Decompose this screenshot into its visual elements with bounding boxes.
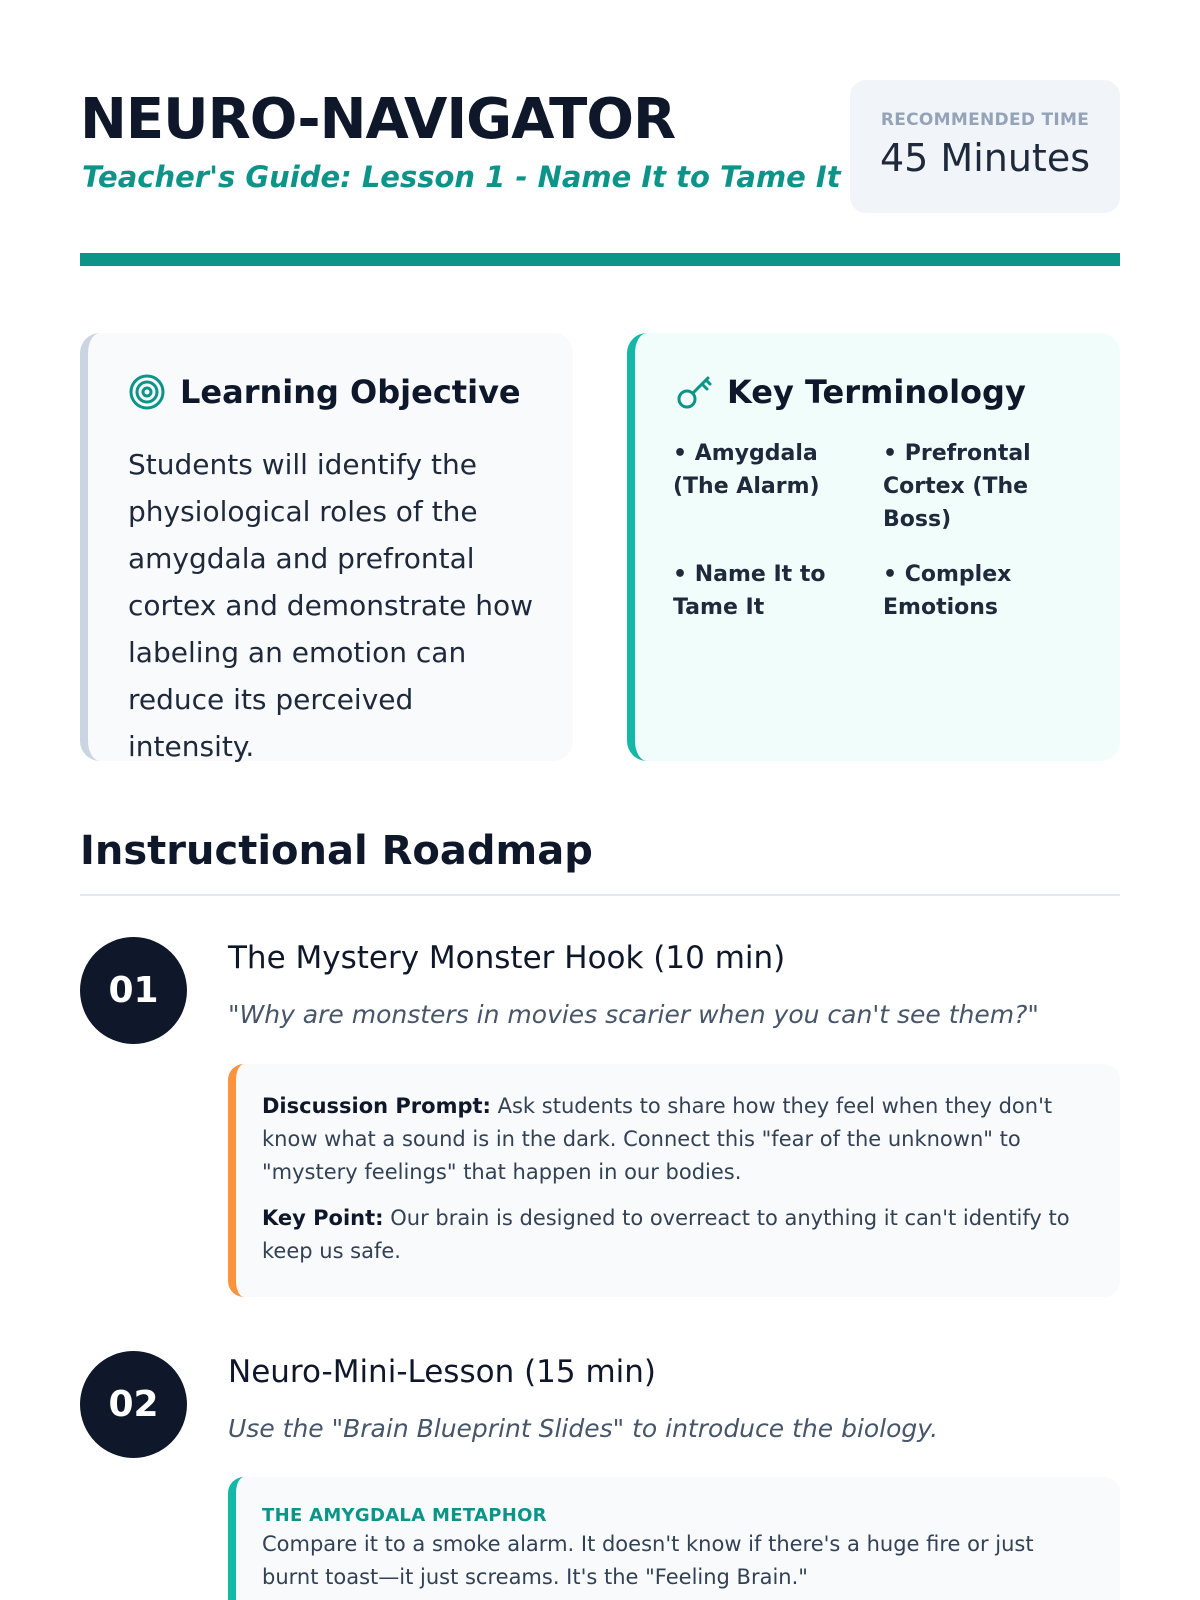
key-terminology-title: Key Terminology xyxy=(727,373,1026,411)
learning-objective-header xyxy=(128,373,521,411)
discussion-prompt-text: Ask students to share how they feel when they don't know what a sound is in the dark. Connect this "fear of the unknown" to "mystery feelings" that happen in our bodies. xyxy=(262,1094,1053,1184)
time-value: 45 Minutes xyxy=(879,136,1091,180)
page-subtitle: Teacher's Guide: Lesson 1 - Name It to Tame It xyxy=(82,160,841,194)
step-subtitle: "Why are monsters in movies scarier when you can't see them?" xyxy=(228,1000,1039,1029)
metaphor-box xyxy=(228,1477,1120,1600)
roadmap-title: Instructional Roadmap xyxy=(80,828,593,874)
roadmap-divider xyxy=(80,894,1120,896)
term-item: • Complex Emotions xyxy=(883,562,1012,620)
term-item: • Name It to Tame It xyxy=(673,562,826,620)
step-subtitle: Use the "Brain Blueprint Slides" to introduce the biology. xyxy=(228,1414,939,1443)
discussion-prompt-label: Discussion Prompt: xyxy=(262,1094,491,1118)
learning-objective-text: Students will identify the physiological roles of the amygdala and prefrontal cortex and demonstrate how labeling an emotion can reduce its perceived intensity. xyxy=(128,448,534,763)
key-point-text: Our brain is designed to overreact to anything it can't identify to keep us safe. xyxy=(262,1206,1070,1263)
key-point xyxy=(262,1202,1090,1268)
key-terminology-header xyxy=(675,373,1026,411)
term-item: • Prefrontal Cortex (The Boss) xyxy=(883,441,1031,532)
step-number-badge: 01 xyxy=(80,937,187,1044)
terminology-list xyxy=(673,437,1093,624)
key-terminology-card xyxy=(627,333,1120,761)
header-divider xyxy=(80,253,1120,266)
term-item: • Amygdala (The Alarm) xyxy=(673,441,820,499)
discussion-box xyxy=(228,1064,1120,1297)
metaphor-label: THE AMYGDALA METAPHOR xyxy=(262,1505,547,1526)
learning-objective-card xyxy=(80,333,573,761)
page-title: NEURO-NAVIGATOR xyxy=(80,87,676,152)
step-title: The Mystery Monster Hook (10 min) xyxy=(228,940,786,976)
time-label: RECOMMENDED TIME xyxy=(880,110,1090,130)
learning-objective-title: Learning Objective xyxy=(180,373,521,411)
target-icon xyxy=(128,373,166,411)
discussion-prompt xyxy=(262,1090,1090,1189)
key-point-label: Key Point: xyxy=(262,1206,384,1230)
recommended-time-box xyxy=(850,80,1120,213)
step-title: Neuro-Mini-Lesson (15 min) xyxy=(228,1354,657,1390)
key-icon xyxy=(675,373,713,411)
step-number-badge: 02 xyxy=(80,1351,187,1458)
metaphor-text: Compare it to a smoke alarm. It doesn't know if there's a huge fire or just burnt toast—it just screams. It's the "Feeling Brain." xyxy=(262,1532,1034,1589)
